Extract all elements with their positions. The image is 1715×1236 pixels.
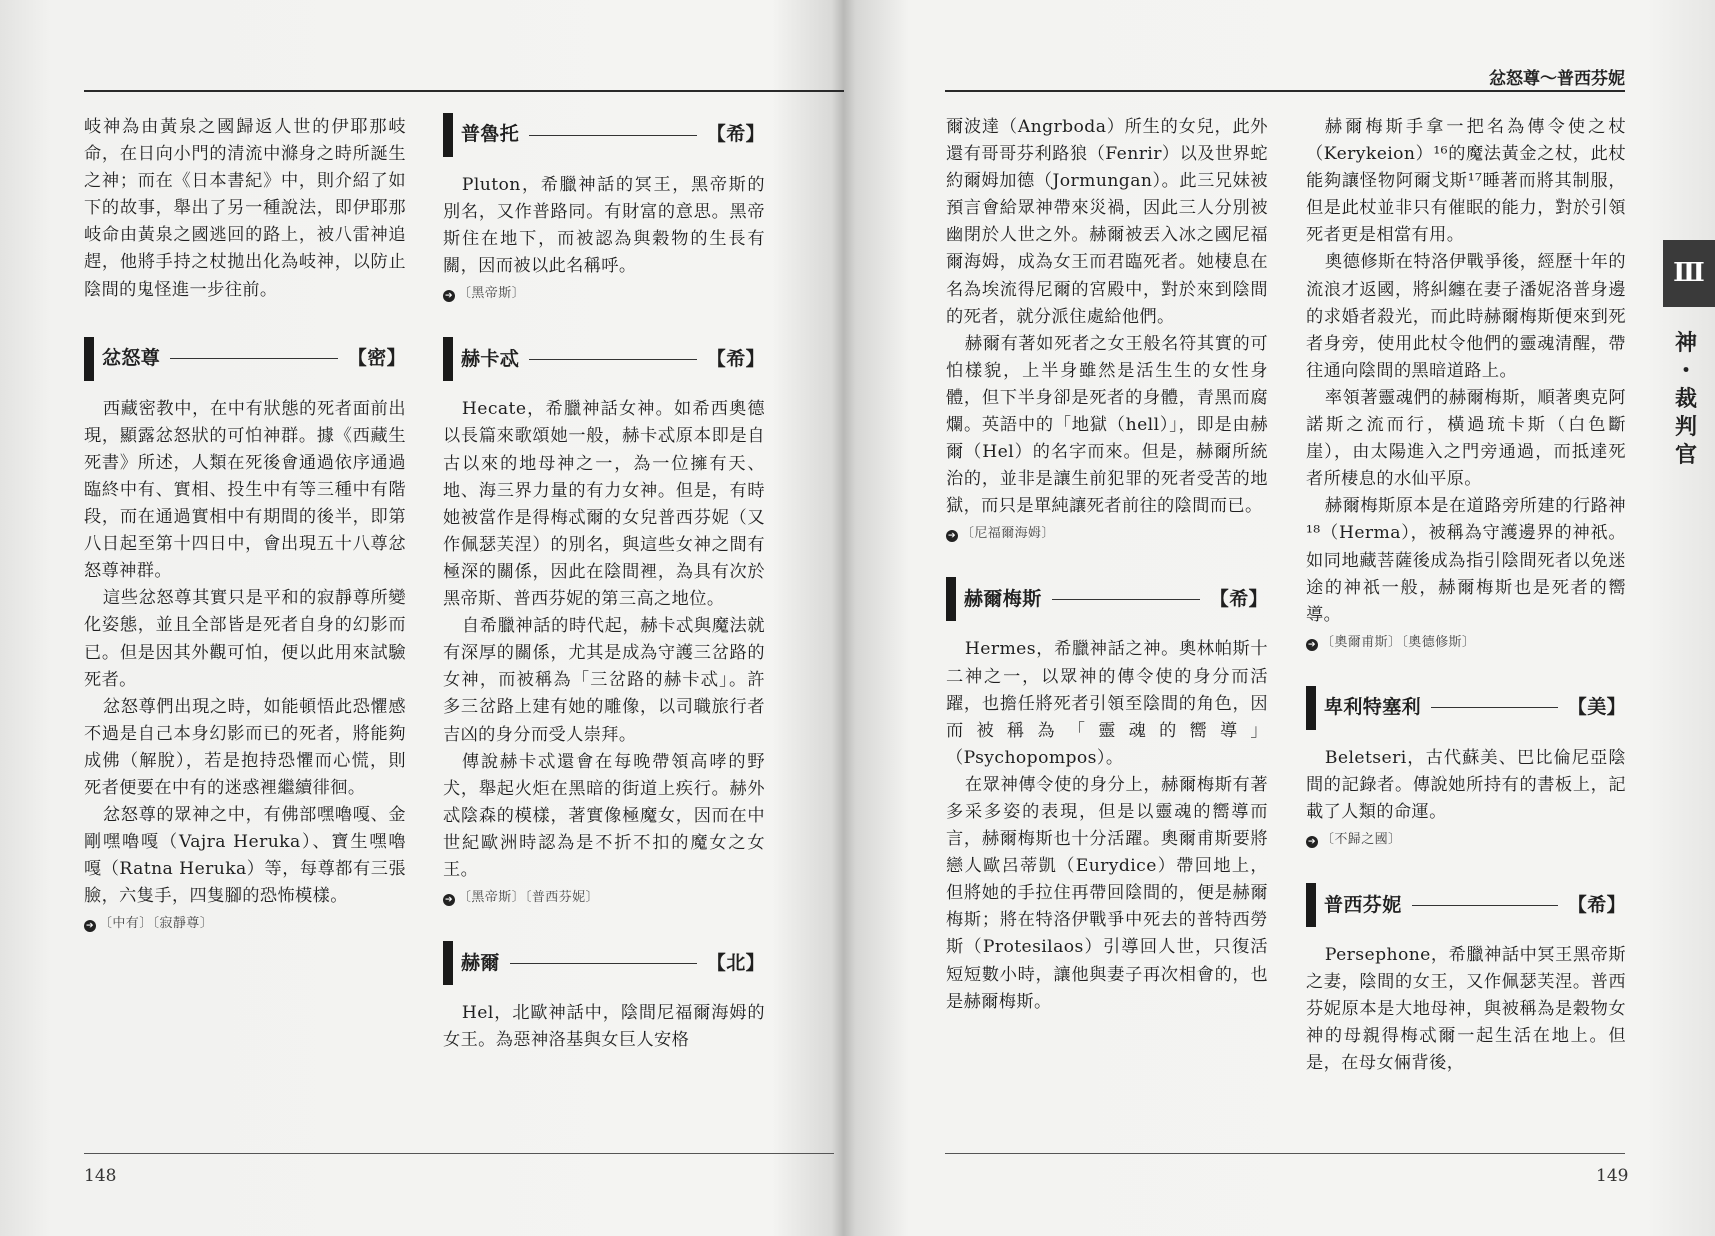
heading-rule — [529, 359, 697, 360]
paragraph: 爾波達（Angrboda）所生的女兒，此外還有哥哥芬利路狼（Fenrir）以及世界蛇約爾姆加德（Jormungan）。此三兄妹被預言會給眾神帶來災禍，因此三人分別被幽閉於人世之外。赫爾被丟入冰之國尼福爾海姆，成為女王而君臨死者。她棲息在名為埃流得尼爾的宮殿中，對於來到陰間的死者，就分派住處給他們。 — [946, 117, 1268, 327]
entry-name: 忿怒尊 — [102, 347, 161, 370]
entry-name: 赫卡忒 — [461, 347, 520, 370]
heading-rule — [1412, 905, 1558, 906]
entry-heading — [443, 112, 765, 158]
entry-heading — [946, 576, 1268, 622]
entry-tag: 【希】 — [1209, 587, 1268, 610]
paragraph: 傳說赫卡忒還會在每晚帶領高哮的野犬，舉起火炬在黑暗的街道上疾行。赫外忒陰森的模樣，著實像極魔女，因而在中世紀歐洲時認為是不折不扣的魔女之女王。 — [443, 751, 765, 880]
reference-text: 〔黑帝斯〕〔普西芬妮〕 — [458, 890, 599, 906]
paragraph: Beletseri，古代蘇美、巴比倫尼亞陰間的記錄者。傳說她所持有的書板上，記載了人類的命運。 — [1306, 747, 1626, 822]
cross-reference — [443, 888, 765, 908]
entry-tag: 【密】 — [347, 347, 406, 370]
arrow-icon: ➔ — [946, 530, 958, 542]
heading-rule — [529, 135, 697, 136]
arrow-icon: ➔ — [443, 290, 455, 302]
paragraph: 這些忿怒尊其實只是平和的寂靜尊所變化姿態，並且全部皆是死者自身的幻影而已。但是因其外觀可怕，便以此用來試驗死者。 — [84, 588, 406, 690]
paragraph: 忿怒尊們出現之時，如能頓悟此恐懼感不過是自己本身幻影而已的死者，將能夠成佛（解脫），若是抱持恐懼而心慌，則死者便要在中有的迷惑裡繼續徘徊。 — [84, 696, 406, 798]
heading-bar — [84, 337, 94, 381]
footer-rule-left — [84, 1153, 834, 1154]
heading-bar — [1306, 686, 1316, 730]
paragraph: 岐神為由黃泉之國歸返人世的伊耶那岐命，在日向小門的清流中滌身之時所誕生之神；而在《日本書紀》中，則介紹了如下的故事，舉出了另一種說法，即伊耶那岐命由黃泉之國逃回的路上，被八雷神追趕，他將手持之杖拋出化為岐神，以防止陰間的鬼怪進一步往前。 — [84, 117, 406, 300]
paragraph: Pluton，希臘神話的冥王，黑帝斯的別名，又作普路同。有財富的意思。黑帝斯住在地下，而被認為與穀物的生長有關，因而被以此名稱呼。 — [443, 175, 765, 277]
footer-rule-right — [945, 1153, 1625, 1154]
entry-heading — [443, 336, 765, 382]
arrow-icon: ➔ — [1306, 836, 1318, 848]
entry-heading — [1306, 882, 1626, 928]
entry-name: 普西芬妮 — [1324, 893, 1402, 916]
reference-text: 〔中有〕〔寂靜尊〕 — [99, 916, 214, 932]
reference-text: 〔黑帝斯〕 — [458, 286, 526, 302]
entry-tag: 【希】 — [706, 123, 765, 146]
paragraph: 奧德修斯在特洛伊戰爭後，經歷十年的流浪才返國，將糾纏在妻子潘妮洛普身邊的求婚者殺光，而此時赫爾梅斯便來到死者身旁，使用此杖令他們的靈魂清醒，帶往通向陰間的黑暗道路上。 — [1306, 252, 1626, 381]
entry-name: 卑利特塞利 — [1324, 696, 1422, 719]
tab-char: 神 — [1674, 331, 1697, 356]
cross-reference — [1306, 633, 1626, 653]
heading-rule — [170, 358, 338, 359]
column-1 — [84, 114, 406, 934]
arrow-icon: ➔ — [84, 920, 96, 932]
entry-tag: 【希】 — [706, 347, 765, 370]
reference-text: 〔奧爾甫斯〕〔奧德修斯〕 — [1321, 634, 1476, 650]
heading-bar — [443, 113, 453, 157]
column-3 — [946, 114, 1268, 1016]
heading-bar — [443, 941, 453, 985]
entry-name: 普魯托 — [461, 123, 520, 146]
column-4 — [1306, 114, 1626, 1078]
heading-bar — [1306, 883, 1316, 927]
entry-name: 赫爾 — [461, 951, 500, 974]
arrow-icon: ➔ — [443, 894, 455, 906]
page-number-right: 149 — [1596, 1166, 1629, 1186]
cross-reference — [946, 524, 1268, 544]
paragraph: Persephone，希臘神話中冥王黑帝斯之妻，陰間的女王，又作佩瑟芙涅。普西芬妮原本是大地母神，與被稱為是穀物女神的母親得梅忒爾一起生活在地上。但是，在母女倆背後， — [1306, 945, 1626, 1074]
heading-rule — [1052, 599, 1200, 600]
paragraph: 赫爾梅斯手拿一把名為傳令使之杖（Kerykeion）¹⁶的魔法黃金之杖，此杖能夠讓怪物阿爾戈斯¹⁷睡著而將其制服，但是此杖並非只有催眠的能力，對於引領死者更是相當有用。 — [1306, 117, 1626, 246]
arrow-icon: ➔ — [1306, 639, 1318, 651]
entry-tag: 【希】 — [1567, 893, 1626, 916]
tab-char: ・ — [1674, 359, 1697, 384]
heading-bar — [443, 337, 453, 381]
paragraph: 在眾神傳令使的身分上，赫爾梅斯有著多采多姿的表現，但是以靈魂的嚮導而言，赫爾梅斯也十分活躍。奧爾甫斯要將戀人歐呂蒂凱（Eurydice）帶回地上，但將她的手拉住再帶回陰間的，便是赫爾梅斯；將在特洛伊戰爭中死去的普特西勞斯（Protesilaos）引導回人世，只復活短短數小時，讓他與妻子再次相會的，也是赫爾梅斯。 — [946, 774, 1268, 1012]
paragraph: 赫爾有著如死者之女王般名符其實的可怕樣貌，上半身雖然是活生生的女性身體，但下半身卻是死者的身體，青黑而腐爛。英語中的「地獄（hell）」，即是由赫爾（Hel）的名字而來。但是，赫爾所統治的，並非是讓生前犯罪的死者受苦的地獄，而只是單純讓死者前往的陰間而已。 — [946, 333, 1268, 517]
paragraph: Hermes，希臘神話之神。奧林帕斯十二神之一，以眾神的傳令使的身分而活躍，也擔任將死者引領至陰間的角色，因而被稱為「靈魂的嚮導」（Psychopompos）。 — [946, 639, 1268, 768]
entry-tag: 【北】 — [706, 951, 765, 974]
cross-reference — [1306, 830, 1626, 850]
entry-heading — [1306, 685, 1626, 731]
header-rule-right — [945, 90, 1625, 92]
column-2 — [443, 104, 765, 1054]
paragraph: 忿怒尊的眾神之中，有佛部嘿嚕嘎、金剛嘿嚕嘎（Vajra Heruka）、寶生嘿嚕嘎（Ratna Heruka）等，每尊都有三張臉，六隻手，四隻腳的恐怖模樣。 — [84, 805, 406, 907]
header-rule-left — [84, 90, 844, 92]
tab-char: 裁 — [1674, 387, 1697, 412]
paragraph: Hel，北歐神話中，陰間尼福爾海姆的女王。為惡神洛基與女巨人安格 — [443, 1003, 765, 1051]
cross-reference — [84, 914, 406, 934]
heading-rule — [510, 963, 697, 964]
entry-heading — [84, 336, 406, 382]
paragraph: 赫爾梅斯原本是在道路旁所建的行路神¹⁸（Herma），被稱為守護邊界的神祇。如同地藏菩薩後成為指引陰間死者以免迷途的神祇一般，赫爾梅斯也是死者的嚮導。 — [1306, 496, 1626, 625]
cross-reference — [443, 284, 765, 304]
chapter-tab-title — [1666, 330, 1706, 470]
running-title: 忿怒尊～普西芬妮 — [1489, 69, 1625, 89]
heading-rule — [1431, 707, 1558, 708]
paragraph: Hecate，希臘神話女神。如希西奧德以長篇來歌頌她一般，赫卡忒原本即是自古以來的地母神之一，為一位擁有天、地、海三界力量的有力女神。但是，有時她被當作是得梅忒爾的女兒普西芬妮（又作佩瑟芙涅）的別名，與這些女神之間有極深的關係，因此在陰間裡，為具有次於黑帝斯、普西芬妮的第三高之地位。 — [443, 399, 765, 610]
chapter-tab: Ⅲ — [1663, 240, 1715, 307]
paragraph: 率領著靈魂們的赫爾梅斯，順著奧克阿諾斯之流而行，橫過琉卡斯（白色斷崖），由太陽進入之門旁通過，而抵達死者所棲息的水仙平原。 — [1306, 387, 1626, 490]
page-number-left: 148 — [84, 1166, 117, 1186]
entry-name: 赫爾梅斯 — [964, 587, 1042, 610]
paragraph: 自希臘神話的時代起，赫卡忒與魔法就有深厚的關係，尤其是成為守護三岔路的女神，而被稱為「三岔路的赫卡忒」。許多三岔路上建有她的雕像，以司職旅行者吉凶的身分而受人崇拜。 — [443, 616, 765, 745]
tab-char: 官 — [1674, 443, 1697, 468]
entry-heading — [443, 940, 765, 986]
heading-bar — [946, 577, 956, 621]
reference-text: 〔尼福爾海姆〕 — [961, 526, 1055, 542]
reference-text: 〔不歸之國〕 — [1321, 832, 1402, 848]
tab-char: 判 — [1674, 415, 1697, 440]
entry-tag: 【美】 — [1567, 696, 1626, 719]
paragraph: 西藏密教中，在中有狀態的死者面前出現，顯露忿怒狀的可怕神群。據《西藏生死書》所述，人類在死後會通過依序通過臨終中有、實相、投生中有等三種中有階段，而在通過實相中有期間的後半，即第八日起至第十四日中，會出現五十八尊忿怒尊神群。 — [84, 398, 406, 582]
